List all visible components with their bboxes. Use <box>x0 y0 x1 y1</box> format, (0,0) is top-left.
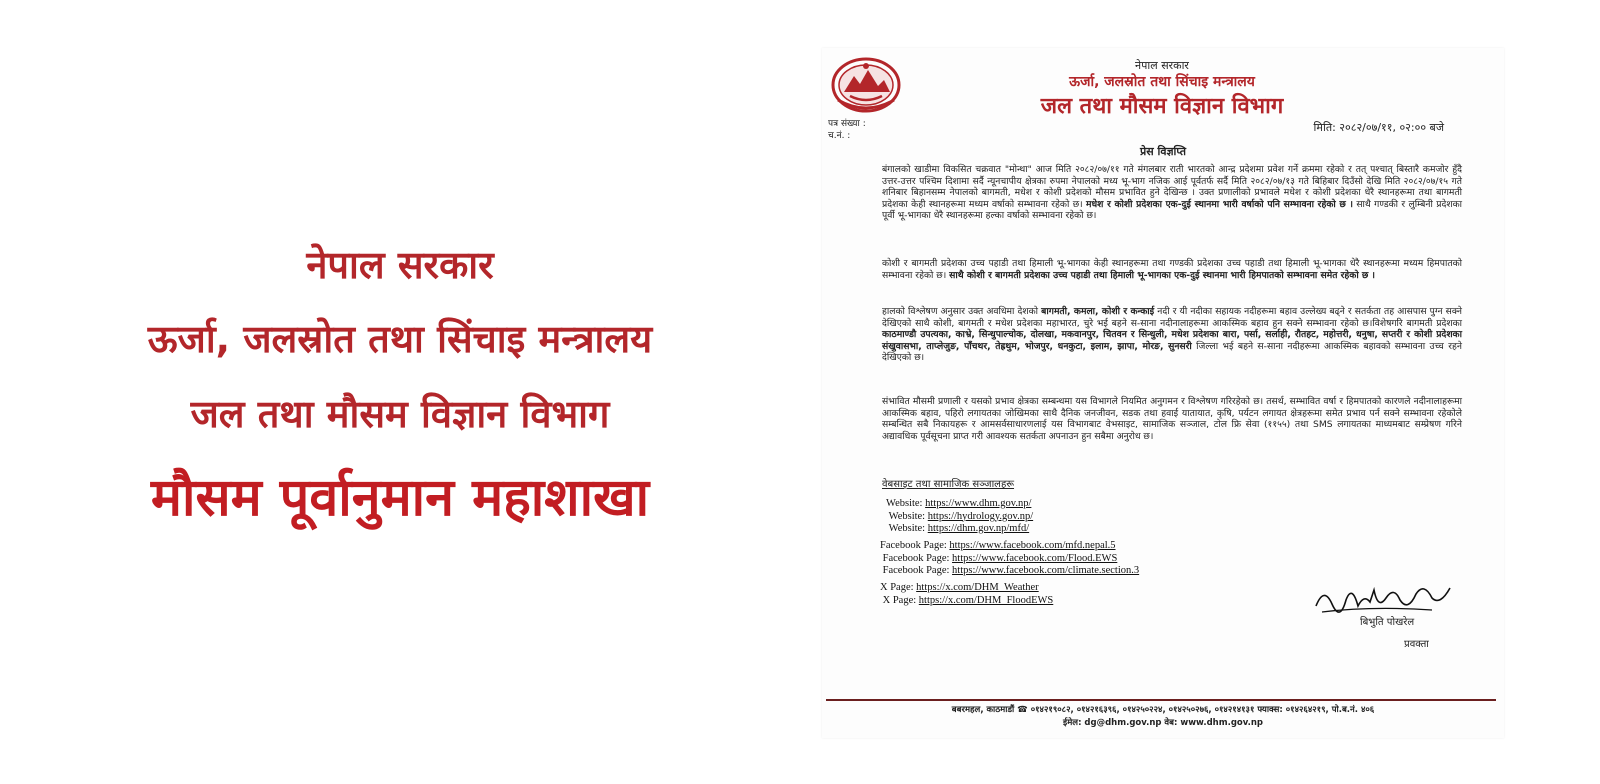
letter-date: मिति: २०८२/०७/११, ०२:०० बजे <box>1313 121 1444 134</box>
x-link-row <box>880 582 1053 595</box>
nepal-emblem-icon <box>830 56 902 114</box>
paragraph-rivers-names: बागमती, कमला, कोशी र कन्काई <box>1041 306 1155 317</box>
paragraph-rivers-districts: काठमाण्डौ उपत्यका, काभ्रे, सिन्धुपाल्चोक, दोलखा, मकवानपुर, चितवन र सिन्धुली, मधेश प्रदेशका बारा, पर्सा, सर्लाही, रौतहट, महोत्तरी, धनुषा, सप्तरी र कोशी प्रदेशका संखुवासभा, ताप्लेजुङ, पाँचथर, तेह्रथुम, भोजपुर, धनकुटा, इलाम, झापा, मोरङ, सुनसरी <box>882 329 1462 352</box>
website-link-row <box>886 511 1033 524</box>
letter-department-header: जल तथा मौसम विज्ञान विभाग <box>1040 94 1284 119</box>
letter-reference-block <box>828 118 866 142</box>
facebook-links <box>880 540 1139 578</box>
website-links <box>886 498 1033 536</box>
website-link[interactable]: https://dhm.gov.np/mfd/ <box>927 523 1030 534</box>
website-link-row <box>886 498 1033 511</box>
footer-address: बबरमहल, काठमाडौं ☎ ०१४२१९०८२, ०१४२१६३९६, ०१४२५०२२४, ०१४२५०२७६, ०१४२१४१३१ फ्याक्स: ०१४२६४२१९, पो.ब.नं. ४०६ <box>951 705 1375 715</box>
footer-contact: ईमेल: dg@dhm.gov.np वेब: www.dhm.gov.np <box>1063 718 1263 728</box>
facebook-label: Facebook Page: <box>882 565 950 576</box>
paragraph-rivers-text-end: जिल्ला भई बहने स-साना नदीहरूमा आकस्मिक बहावको सम्भावना उच्च रहने देखिएको छ। <box>882 340 1463 364</box>
paragraph-rivers-text-mid: नदी र यी नदीका सहायक नदीहरूमा बहाव उल्लेख्य बढ्ने र सतर्कता तह आसपास पुग्न सक्ने देखिएको साथै कोशी, बागमती र मधेश प्रदेशका महाभारत, चुरे भई बहने स-साना नदीनालाहरूमा आकस्मिक बहाव हुन सक्ने सम्भावना रहेको छ।विशेषगरि बागमती प्रदेशका <box>882 306 1463 329</box>
facebook-label: Facebook Page: <box>880 540 947 551</box>
left-ministry-title: ऊर्जा, जलस्रोत तथा सिंचाइ मन्त्रालय <box>147 317 653 361</box>
signatory-role: प्रवक्ता <box>1404 639 1429 650</box>
paragraph-rainfall <box>882 164 1462 222</box>
website-label: Website: <box>886 498 923 509</box>
dispatch-number-label: च.नं. : <box>828 131 851 141</box>
paragraph-rainfall-text: बंगालको खाडीमा विकसित चक्रवात "मोन्था" आज मिति २०८२/०७/११ गते मंगलबार राती भारतको आन्द्र प्रदेशमा प्रवेश गर्ने क्रममा रहेको र तत् पश्चात् बिस्तारै कमजोर हुँदै उत्तर-उत्तर पश्चिम दिशामा सर्दै न्यूनचापीय क्षेत्रका रुपमा नेपालको मध्य भू-भाग नजिक आई पूर्वतर्फ सर्दै मिति २०८२/०७/१३ गते बिहिबार दिउँसो देखि मिति २०८२/०७/१५ गते शनिबार बिहानसम्म नेपालको बागमती, मधेश र कोशी प्रदेशको मौसम प्रभावित हुने देखिन्छ । उक्त प्रणालीको प्रभावले मधेश र कोशी प्रदेशका धेरै स्थानहरूमा तथा बागमती प्रदेशका केही स्थानहरूमा मध्यम वर्षाको सम्भावना रहेको छ। <box>882 164 1462 210</box>
paragraph-rivers <box>882 306 1462 364</box>
paragraph-rainfall-text-end: साथै गण्डकी र लुम्बिनी प्रदेशका पूर्वी भू-भागका धेरै स्थानहरूमा हल्का वर्षाको सम्भावना रहेको छ। <box>882 198 1463 222</box>
letter-ministry-header: ऊर्जा, जलस्रोत तथा सिंचाइ मन्त्रालय <box>1069 74 1255 90</box>
left-government-title: नेपाल सरकार <box>306 243 494 287</box>
paragraph-snowfall-highlight: साथै कोशी र बागमती प्रदेशका उच्च पहाडी तथा हिमाली भू-भागका एक-दुई स्थानमा भारी हिमपातको सम्भावना समेत रहेको छ । <box>949 269 1376 281</box>
facebook-link-row <box>880 565 1139 578</box>
website-link[interactable]: https://www.dhm.gov.np/ <box>925 498 1032 509</box>
facebook-link[interactable]: https://www.facebook.com/Flood.EWS <box>952 552 1118 564</box>
x-link-row <box>880 595 1053 608</box>
paragraph-rainfall-highlight: मधेश र कोशी प्रदेशका एक-दुई स्थानमा भारी वर्षाको पनि सम्भावना रहेको छ । <box>1086 198 1353 210</box>
left-department-title: जल तथा मौसम विज्ञान विभाग <box>190 392 610 436</box>
website-link[interactable]: https://hydrology.gov.np/ <box>927 510 1034 522</box>
signatory-name: बिभुति पोखरेल <box>1360 617 1415 628</box>
facebook-label: Facebook Page: <box>882 552 950 564</box>
facebook-link[interactable]: https://www.facebook.com/climate.section.3 <box>952 565 1140 576</box>
facebook-link[interactable]: https://www.facebook.com/mfd.nepal.5 <box>949 540 1116 551</box>
facebook-link-row <box>880 540 1139 553</box>
x-link[interactable]: https://x.com/DHM_Weather <box>916 582 1039 593</box>
reference-number-label: पत्र संख्या : <box>828 119 866 129</box>
x-label: X Page: <box>880 582 914 593</box>
footer-divider <box>826 699 1496 701</box>
paragraph-advisory: संभावित मौसमी प्रणाली र यसको प्रभाव क्षेत्रका सम्बन्धमा यस विभागले नियमित अनुगमन र विश्लेषण गरिरहेको छ। तसर्थ, सम्भावित वर्षा र हिमपातको कारणले नदीनालाहरूमा आकस्मिक बहाव, पहिरो लगायतका जोखिमका साथै दैनिक जनजीवन, सडक तथा हवाई यातायात, कृषि, पर्यटन लगायत क्षेत्रहरूमा समेत प्रभाव पर्न सक्ने सम्भावना रहेकोले सम्बन्धित सबै निकायहरू र आमसर्वसाधारणलाई यस विभागबाट वेभसाइट, सामाजिक सञ्जाल, टोल फ्रि सेवा (११५५) तथा SMS लगायतका माध्यमबाट सम्प्रेषण गरिने अद्यावधिक पूर्वसूचना प्राप्त गरी आवश्यक सतर्कता अपनाउन हुन सबैमा अनुरोध छ। <box>882 396 1462 442</box>
links-heading: वेबसाइट तथा सामाजिक सञ्जालहरू <box>882 479 1015 490</box>
left-division-title: मौसम पूर्वानुमान महाशाखा <box>150 468 650 528</box>
facebook-link-row <box>880 553 1139 566</box>
x-links <box>880 582 1053 607</box>
x-link[interactable]: https://x.com/DHM_FloodEWS <box>918 594 1054 606</box>
paragraph-snowfall-text: कोशी र बागमती प्रदेशका उच्च पहाडी तथा हिमाली भू-भागका केही स्थानहरूमा तथा गण्डकी प्रदेशका उच्च पहाडी तथा हिमाली भू-भागका धेरै स्थानहरूमा मध्यम हिमपातको सम्भावना रहेको छ। <box>882 258 1462 281</box>
paragraph-snowfall <box>882 258 1462 281</box>
press-release-letter <box>822 48 1504 738</box>
website-label: Website: <box>888 510 926 522</box>
x-label: X Page: <box>882 594 917 606</box>
letter-government-header: नेपाल सरकार <box>1135 59 1189 72</box>
paragraph-rivers-text: हालको विश्लेषण अनुसार उक्त अवधिमा देशको <box>882 306 1039 317</box>
website-label: Website: <box>888 523 926 534</box>
website-link-row <box>886 523 1033 536</box>
press-release-title: प्रेस विज्ञप्ति <box>1139 145 1187 158</box>
